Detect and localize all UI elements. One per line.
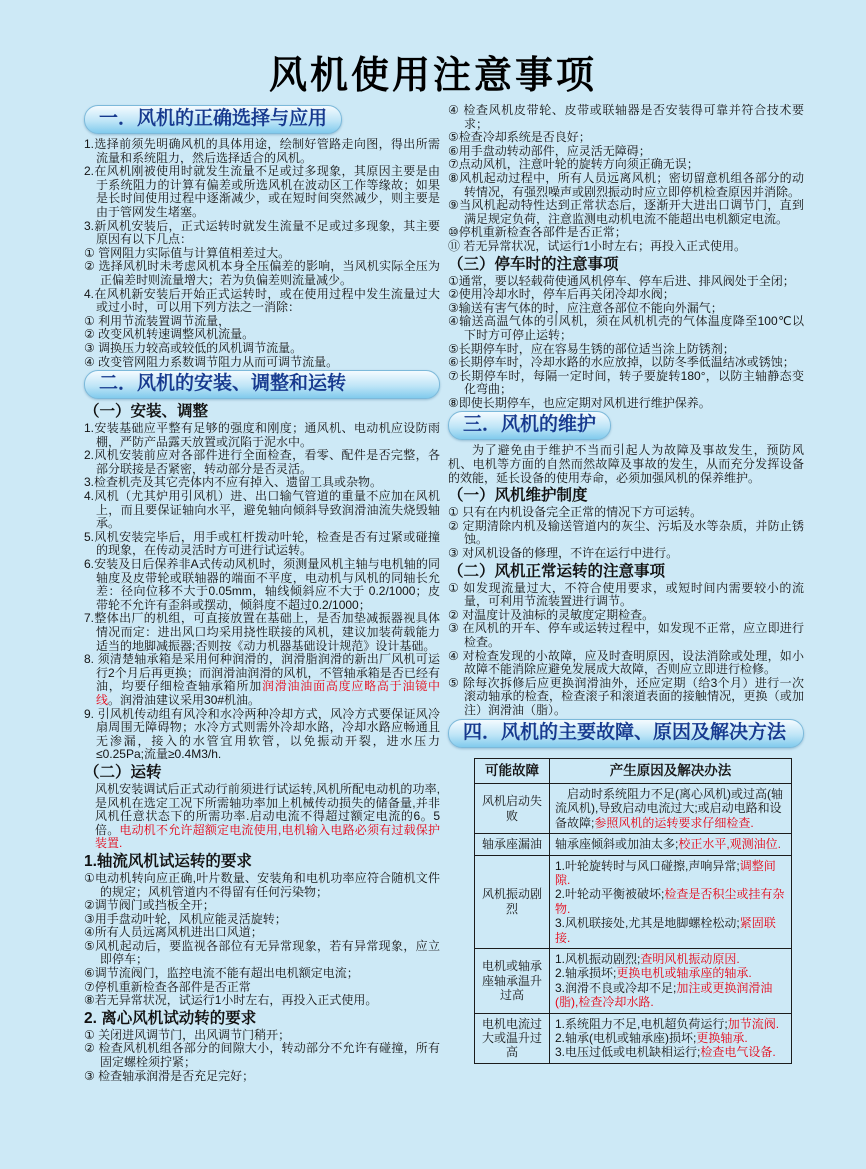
paragraph [448,172,804,199]
text-segment: ⑪ 若无异常状况，试运行1小时左右；再投入正式使用。 [448,238,747,253]
text-segment: 。润滑油建议采用30#机油。 [108,692,261,707]
subsection-heading [448,487,804,505]
cause-line [555,981,786,1010]
cause-cell [550,783,792,833]
text-segment: ⑤检查冷却系统是否良好； [448,130,591,145]
text-segment: ③ 在风机的开车、停车或运转过程中，如发现不正常，应立即进行检查。 [448,621,804,649]
cause-line [555,1031,786,1045]
section-2-body [84,403,440,1083]
text-segment: 1.叶轮旋转时与风口碰擦,声响异常; [555,858,740,873]
paragraph [448,520,804,547]
text-segment: 8. 须清楚轴承箱是采用何种润滑的，润滑脂润滑的新出厂风机可运行2个月后再更换；而润滑油润滑的风机，不管轴承箱是否已经有油，均要仔细检查轴承箱所加 [84,652,440,694]
text-segment: ①电动机转向应正确,叶片数量、安装角和电机功率应符合随机文件的规定；风机管道内不得留有任何污染物； [84,870,440,899]
paragraph [84,558,440,612]
text-segment: ⑥长期停车时，冷却水路的水应放掉，以防冬季低温结冰或锈蚀； [448,355,795,370]
table-row [475,834,792,855]
cause-line [555,1045,786,1059]
text-segment: ④ 检查风机皮带轮、皮带或联轴器是否安装得可靠并符合技术要求； [448,103,804,131]
highlight-red-text: 润滑油油面高度应略高于油镜中线 [96,679,440,707]
highlight-red-text: 更换轴承. [696,1031,748,1046]
text-segment: ① 利用节流装置调节流量， [84,313,231,328]
content-columns [84,104,804,1083]
text-segment: 4.在风机新安装后开始正式运转时，或在使用过程中发生流量过大或过小时，可以用下列方法之一消除： [84,286,440,315]
fault-cell: 风机振动剧烈 [475,855,550,948]
paragraph [84,1070,440,1084]
paragraph [84,783,440,851]
subsection-heading [84,853,440,871]
section-1-body [84,138,440,369]
fault-table-head [475,758,792,783]
paragraph [84,220,440,247]
text-segment: ② 定期清除内机及输送管道内的灰尘、污垢及水等杂质，并防止锈蚀。 [448,518,804,547]
text-segment: （二）风机正常运转的注意事项 [448,562,666,580]
highlight-red-text: 加注或更换润滑油(脂),检查冷却水路. [555,980,773,1010]
text-segment: 2. 离心风机试动转的要求 [84,1009,257,1027]
paragraph [448,506,804,520]
paragraph [448,240,804,254]
text-segment: ④所有人员远离风机进出口风道； [84,925,263,940]
fault-table-body [475,783,792,1063]
cause-cell [550,1013,792,1063]
text-segment: ④输送高温气体的引风机，须在风机机壳的气体温度降至100℃以下时方可停止运转； [448,314,804,342]
paragraph [84,940,440,967]
paragraph [448,226,804,240]
text-segment: ② 改变风机转速调整风机流量。 [84,327,255,342]
subsection-heading [448,563,804,581]
fault-column-header: 可能故障 [475,758,550,783]
paragraph [448,356,804,370]
text-segment: ①通常，要以轻载荷使通风机停车、停车后进、排风阀处于全闭； [448,273,795,288]
highlight-red-text: 检查是否积尘或挂有杂物. [555,887,785,916]
text-segment: 轴承座倾斜或加油太多; [555,837,679,852]
paragraph [448,582,804,609]
text-segment: 5.风机安装完毕后，用手或杠杆拨动叶轮，检查是否有过紧或碰撞的现象，在传动灵活时方可进行试运转。 [84,529,440,558]
text-segment: ④ 改变管网阻力系数调节阻力从而可调节流量。 [84,354,339,369]
text-segment: ⑩停机重新检查各部件是否正常； [448,225,627,240]
paragraph [448,622,804,649]
paragraph [84,449,440,476]
text-segment: 1.系统阻力不足,电机超负荷运行; [555,1016,728,1031]
highlight-red-text: 电动机不允许超额定电流使用,电机输入电路必须有过载保护装置. [95,822,440,851]
paragraph [84,328,440,342]
text-segment: ⑧风机起动过程中，所有人员远离风机；密切留意机组各部分的动转情况，有强烈噪声或剧烈振动时应立即停机检查原因并消除。 [448,170,804,199]
text-segment: ① 管网阻力实际值与计算值相差过大。 [84,245,291,260]
text-segment: ③ 调换压力较高或较低的风机调节流量。 [84,340,303,355]
paragraph [448,444,804,485]
text-segment: ⑥用手盘动转动部件，应灵活无障碍； [448,143,651,158]
cause-cell [550,855,792,948]
paragraph [84,872,440,899]
paragraph [448,158,804,172]
fault-cell: 电机或轴承座轴承温升过高 [475,949,550,1014]
highlight-red-text: 紧固联接. [555,916,776,945]
text-segment: ⑤风机起动后，要监视各部位有无异常现象，若有异常现象，应立即停车； [84,938,440,967]
text-segment: 6.安装及日后保养非A式传动风机时，须测量风机主轴与电机轴的同轴度及皮带轮或联轴器的端面不平度，电动机与风机的同轴长允差：径向位移不大于0.05mm，轴线倾斜应不大于 0.2/1000；皮带轮不允许有歪斜或摆动，倾斜度不超过0.2/1000； [84,557,440,612]
paragraph [84,356,440,370]
paragraph [84,531,440,558]
paragraph [448,131,804,145]
section-1-header: 一．风机的正确选择与应用 [84,105,342,134]
right-column [448,104,804,1083]
text-segment: ③输送有害气体的时，应注意各部位不能向外漏气； [448,300,723,315]
paragraph [448,315,804,342]
cause-line [555,952,786,966]
table-header-row [475,758,792,783]
text-segment: ⑧若无异常状况，试运行1小时左右，再投入正式使用。 [84,993,378,1008]
text-segment: 2.轴承(电机或轴承座)损坏; [555,1031,697,1046]
text-segment: （一）安装、调整 [84,403,209,421]
text-segment: 2.轴承损坏; [555,966,617,981]
text-segment: ②使用冷却水时，停车后再关闭冷却水阀； [448,287,675,302]
paragraph [84,612,440,653]
highlight-red-text: 查明风机振动原因. [640,952,740,967]
text-segment: 1.风机振动剧烈; [555,952,641,967]
text-segment: 3.检查机壳及其它壳体内不应有掉入、遗留工具或杂物。 [84,475,383,490]
paragraph [84,708,440,762]
paragraph [84,1042,440,1069]
paragraph [84,899,440,913]
fault-cell: 轴承座漏油 [475,834,550,855]
text-segment: ⑨当风机起动特性达到正常状态后，逐渐开大进出口调节门，直到满足规定负荷，注意监测电动机电流不能超出电机额定电流。 [448,198,804,226]
table-row [475,1013,792,1063]
text-segment: ③ 检查轴承润滑是否充足完好； [84,1068,255,1083]
text-segment: ② 检查风机机组各部分的间隙大小，转动部分不允许有碰撞，所有固定螺栓须拧紧； [84,1041,440,1070]
subsection-heading [84,403,440,421]
text-segment: ④ 对检查发现的小故障，应及时查明原因，设法消除或处理，如小故障不能消除应避免发展成大故障，否则应立即进行检修。 [448,648,804,677]
highlight-red-text: 校正水平,观测油位. [678,837,782,852]
section-3-body [448,444,804,717]
text-segment: 7.整体出厂的机组，可直接放置在基础上，是否加垫减振器视具体情况而定：进出风口均采用挠性联接的风机，建议加装荷载能力适当的地脚减振器;否则按《动力机器基础设计规范》设计基础。 [84,611,440,653]
text-segment: ⑧即使长期停车，也应定期对风机进行维护保养。 [448,395,711,410]
cause-line [555,887,786,916]
paragraph [84,342,440,356]
table-row [475,855,792,948]
cause-line [555,966,786,980]
text-segment: ⑦长期停车时，每隔一定时间，转子要旋转180°，以防主轴静态变化弯曲； [448,368,804,397]
text-segment: 1.轴流风机试运转的要求 [84,852,252,870]
fault-cell: 风机启动失败 [475,783,550,833]
left-column [84,104,440,1083]
cause-line [555,787,786,830]
text-segment: ⑥调节流阀门，监控电流不能有超出电机额定电流； [84,966,359,981]
paragraph [84,490,440,531]
text-segment: 2.叶轮动平衡被破坏; [555,887,665,902]
cause-cell [550,834,792,855]
text-segment: ③ 对风机设备的修理，不许在运行中进行。 [448,546,679,561]
paragraph [448,370,804,397]
text-segment: 4.风机（尤其炉用引风机）进、出口输气管道的重量不应加在风机上，而且要保证轴向水平，避免轴向倾斜导致润滑油流失烧毁轴承。 [84,489,440,531]
text-segment: ① 只有在内机设备完全正常的情况下方可运转。 [448,505,703,520]
paragraph [448,104,804,131]
text-segment: ⑦停机重新检查各部件是否正常 [84,979,251,994]
text-segment: 1.选择前须先明确风机的具体用途，绘制好管路走向图，得出所需流量和系统阻力，然后选择适合的风机。 [84,137,440,165]
section-2-header: 二．风机的安装、调整和运转 [84,370,440,399]
text-segment: （一）风机维护制度 [448,487,588,505]
highlight-red-text: 参照风机的运转要求仔细检查. [594,815,754,830]
paragraph [448,199,804,226]
text-segment: 9. 引风机传动组有风冷和水冷两种冷却方式，风冷方式要保证风冷扇周围无障碍物；水冷方式则需外冷却水路，冷却水路应畅通且无渗漏，接入的水管宜用软管，以免振动开裂，进水压力≤0.25Pa;流量≥0.4M3/h. [84,706,440,762]
text-segment: 风机安装调试后正式动行前须进行试运转,风机所配电动机的功率,是风机在选定工况下所需轴功率加上机械传动损失的储备量,并非风机任意状态下的所需功率.启动电流不得超过额定电流的6。5倍。 [95,781,440,837]
subsection-heading [84,764,440,782]
text-segment: 3.风机联接处,尤其是地脚螺栓松动; [555,916,740,931]
text-segment: ⑤长期停车时，应在容易生锈的部位适当涂上防锈剂； [448,341,735,356]
cause-line [555,1017,786,1031]
fault-table [474,758,792,1064]
text-segment: ⑤ 除每次拆修后应更换润滑油外，还应定期（给3个月）进行一次滚动轴承的检查，检查滚子和滚道表面的接触情况，更换（或加注）润滑油（脂）。 [448,675,804,717]
text-segment: ⑦点动风机，注意叶轮的旋转方向须正确无误； [448,157,699,172]
cause-line [555,859,786,888]
text-segment: ③用手盘动叶轮，风机应能灵活旋转； [84,911,287,926]
paragraph [84,967,440,981]
subsection-heading [84,1010,440,1028]
highlight-red-text: 加节流阀. [727,1016,780,1031]
paragraph [84,138,440,165]
paragraph [84,422,440,449]
text-segment: 1.安装基础应平整有足够的强度和刚度；通风机、电动机应设防雨棚，严防产品露天放置或沉陷于泥水中。 [84,421,440,449]
text-segment: ① 如发现流量过大，不符合使用要求，或短时间内需要较小的流量，可利用节流装置进行调节。 [448,580,804,609]
text-segment: 2.风机安装前应对各部件进行全面检查，看零、配件是否完整，各部分联接是否紧密，转动部分是否灵活。 [84,448,440,476]
highlight-red-text: 更换电机或轴承座的轴承. [616,966,752,981]
text-segment: 3.新风机安装后，正式运转时就发生流量不足或过多现象，其主要原因有以下几点： [84,218,440,247]
section-2-continued-body [448,104,804,410]
section-3-header: 三．风机的维护 [448,411,611,440]
cause-line [555,837,786,851]
highlight-red-text: 检查电气设备. [700,1045,776,1060]
subsection-heading [448,256,804,274]
text-segment: ② 选择风机时未考虑风机本身全压偏差的影响，当风机实际全压为正偏差时则流量增大；若为负偏差则流量减少。 [84,259,440,287]
text-segment: 3.电压过低或电机缺相运行; [555,1045,701,1060]
text-segment: 2.在风机刚被使用时就发生流量不足或过多现象，其原因主要是由于系统阻力的计算有偏差或所选风机在波动区工作等缘故；如果是长时间使用过程中逐渐减少，或在短时间突然减少，则主要是由于管网发生堵塞。 [84,164,440,219]
paragraph [448,288,804,302]
paragraph [84,260,440,287]
paragraph [84,653,440,707]
cause-column-header: 产生原因及解决办法 [550,758,792,783]
cause-line [555,916,786,945]
table-row [475,949,792,1014]
paragraph [84,926,440,940]
paragraph [448,677,804,718]
text-segment: ① 关闭进风调节门，出风调节门稍开； [84,1027,291,1042]
text-segment: ② 对温度计及油标的灵敏度定期检查。 [448,607,655,622]
text-segment: 为了避免由于维护不当而引起人为故障及事故发生，预防风机、电机等方面的自然而然故障及事故的发生，从而充分发挥设备的效能，延长设备的使用寿命，必须加强风机的保养维护。 [448,443,804,485]
paragraph [84,165,440,219]
text-segment: ②调节阀门或挡板全开； [84,898,215,913]
paragraph [448,547,804,561]
paragraph [448,397,804,411]
cause-cell [550,949,792,1014]
paragraph [84,994,440,1008]
table-row [475,783,792,833]
text-segment: 启动时系统阻力不足(离心风机)或过高(轴流风机),导致启动电流过大;或启动电路和设备故障; [555,786,783,830]
page-title: 风机使用注意事项 [268,55,597,97]
text-segment: （二）运转 [84,763,162,781]
fault-cell: 电机电流过大或温升过高 [475,1013,550,1063]
highlight-red-text: 调整间隙. [555,858,776,887]
paragraph [448,650,804,677]
section-4-header: 四．风机的主要故障、原因及解决方法 [448,719,804,748]
text-segment: （三）停车时的注意事项 [448,255,619,273]
paragraph [84,288,440,315]
text-segment: 3.润滑不良或冷却不足; [555,980,677,995]
